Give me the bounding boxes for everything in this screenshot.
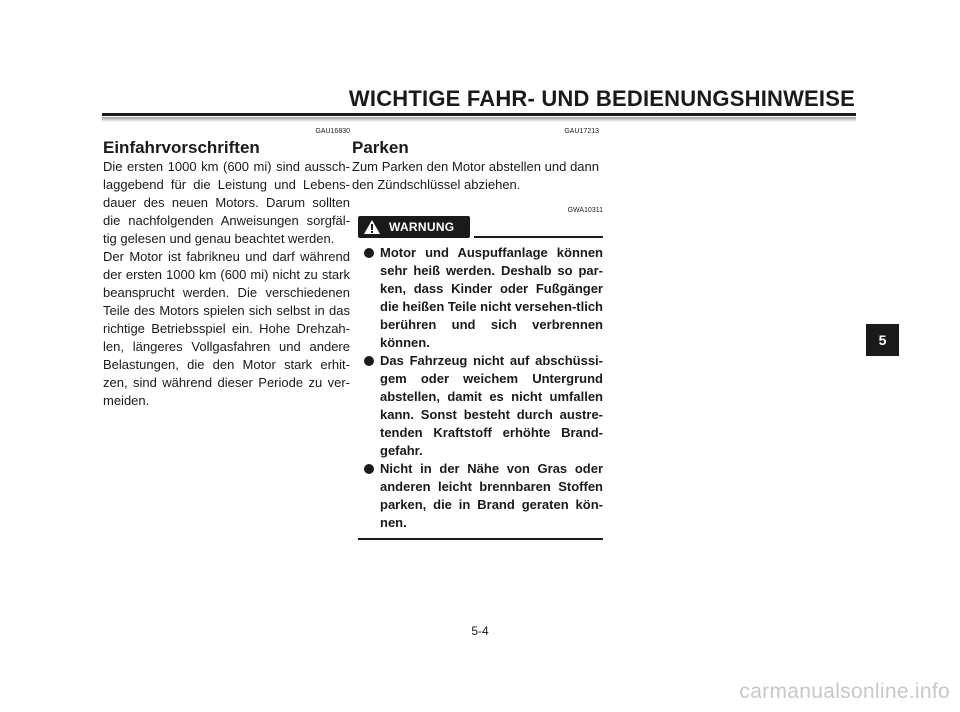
section-code: GAU17213: [564, 128, 599, 135]
warning-item: [358, 352, 603, 460]
page-number: 5-4: [471, 624, 489, 638]
warning-item-text: Motor und Auspuffanlage können sehr heiß werden. Deshalb so par-ken, dass Kinder oder Fußgänger die heißen Teile nicht versehen-tlich berühren und sich verbrennen können.: [380, 245, 603, 350]
right-column: [352, 122, 603, 540]
warning-code: GWA10311: [567, 207, 603, 214]
warning-rule: [474, 236, 603, 238]
section-title: Parken: [352, 138, 409, 157]
warning-header: [358, 216, 603, 238]
warning-list: [358, 244, 603, 532]
paragraph: Der Motor ist fabrikneu und darf während der ersten 1000 km (600 mi) nicht zu stark beansprucht werden. Die verschiedenen Teile des Motors spielen sich selbst in das richtige Betriebsspiel ein. Hohe Drehzah-len, längeres Vollgasfahren und andere Belastungen, die den Motor stark erhit-zen, sind während dieser Periode zu ver-meiden.: [103, 249, 350, 408]
section-title: Einfahrvorschriften: [103, 138, 260, 157]
watermark: carmanualsonline.info: [739, 680, 950, 703]
left-column: [103, 122, 350, 410]
bullet-dot-icon: [364, 356, 374, 366]
warning-triangle-icon: [363, 219, 381, 235]
warning-item-text: Das Fahrzeug nicht auf abschüssi-gem oder weichem Untergrund abstellen, damit es nicht umfallen kann. Sonst besteht durch austre-tenden Kraftstoff erhöhte Brand-gefahr.: [380, 353, 603, 458]
warning-label: WARNUNG: [389, 220, 455, 234]
bullet-dot-icon: [364, 248, 374, 258]
warning-badge: [358, 216, 470, 238]
section-code: GAU16830: [315, 128, 350, 135]
warning-item: [358, 460, 603, 532]
warning-bottom-rule: [358, 538, 603, 540]
header-rule: [102, 113, 856, 116]
paragraph: Zum Parken den Motor abstellen und dann den Zündschlüssel abziehen.: [352, 159, 599, 192]
warning-item-text: Nicht in der Nähe von Gras oder anderen leicht brennbaren Stoffen parken, die in Brand geraten kön-nen.: [380, 461, 603, 530]
bullet-dot-icon: [364, 464, 374, 474]
page-header-title: WICHTIGE FAHR- UND BEDIENUNGSHINWEISE: [348, 86, 855, 111]
warning-item: [358, 244, 603, 352]
chapter-tab: 5: [866, 324, 899, 356]
paragraph: Die ersten 1000 km (600 mi) sind aussch-laggebend für die Leistung und Lebens-dauer des neuen Motors. Darum sollten die nachfolgenden Anweisungen sorgfäl-tig gelesen und genau beachtet werden.: [103, 159, 350, 246]
